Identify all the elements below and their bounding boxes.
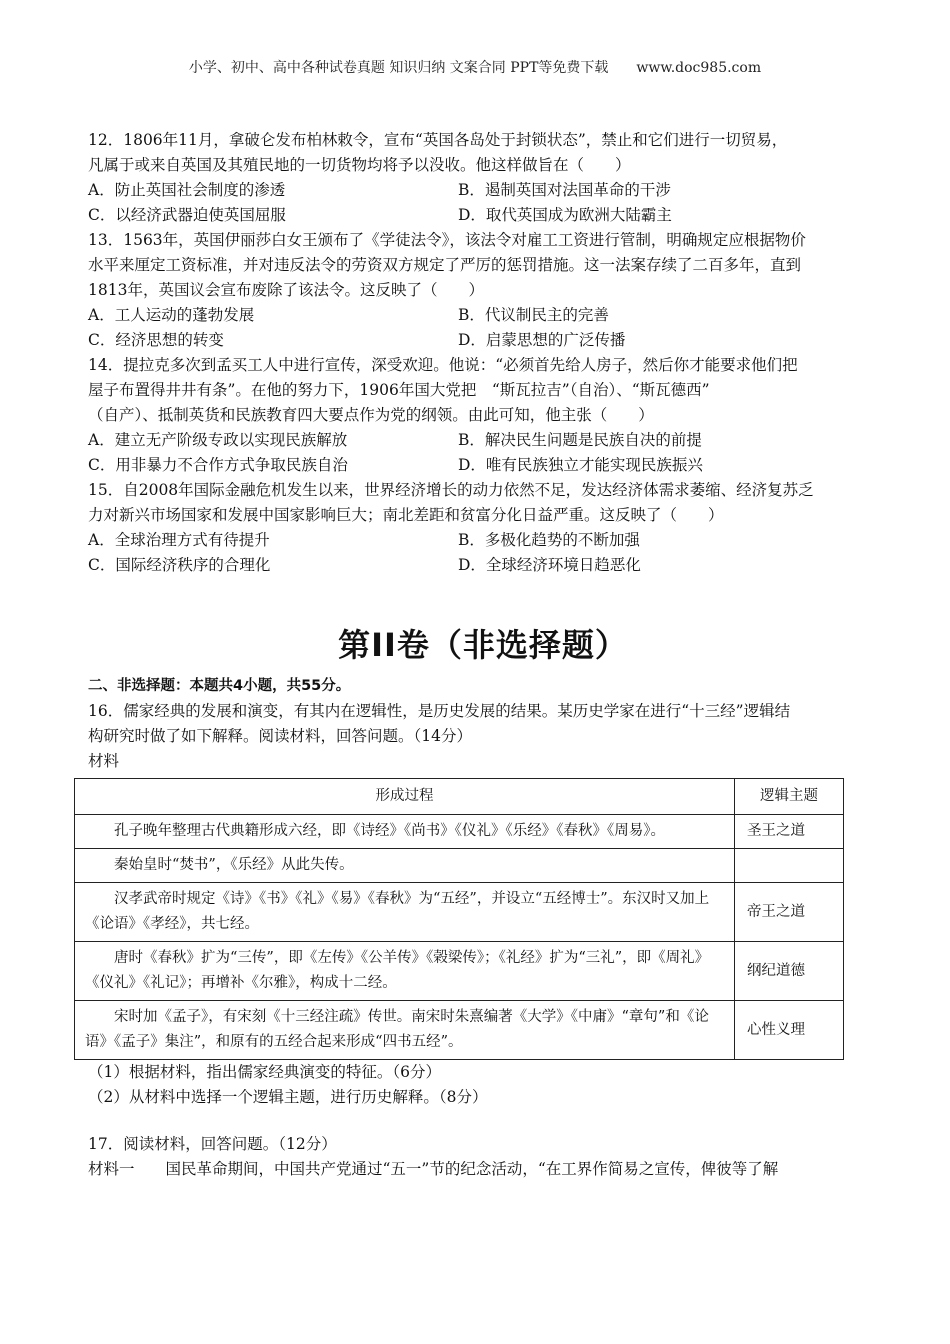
material-table	[74, 778, 844, 1060]
option-d: D．全球经济环境日趋恶化	[458, 556, 641, 574]
question-stem-line: 16．儒家经典的发展和演变，有其内在逻辑性，是历史发展的结果。某历史学家在进行“十三经”逻辑结	[88, 702, 791, 720]
option-b: B．代议制民主的完善	[458, 306, 609, 324]
sub-question-1: （1）根据材料，指出儒家经典演变的特征。（6分）	[88, 1063, 441, 1081]
question-stem-line: 17．阅读材料，回答问题。（12分）	[88, 1135, 337, 1153]
option-c: C．用非暴力不合作方式争取民族自治	[88, 456, 348, 474]
option-b: B．解决民生问题是民族自决的前提	[458, 431, 702, 449]
question-12	[88, 128, 878, 228]
question-stem-line: 屋子布置得井井有条”。在他的努力下，1906年国大党把 “斯瓦拉吉”（自治）、“斯瓦德西”	[88, 381, 710, 399]
theme-cell: 纲纪道德	[735, 942, 844, 1001]
question-16	[85, 699, 878, 1110]
question-stem-line: 12．1806年11月，拿破仑发布柏林敕令，宣布“英国各岛处于封锁状态”，禁止和它们进行一切贸易，	[88, 131, 788, 149]
question-stem-line: 凡属于或来自英国及其殖民地的一切货物均将予以没收。他这样做旨在（ ）	[88, 156, 631, 174]
table-row	[75, 1001, 844, 1060]
process-cell: 秦始皇时“焚书”，《乐经》从此失传。	[75, 849, 735, 883]
header-theme: 逻辑主题	[735, 779, 844, 815]
option-b: B．多极化趋势的不断加强	[458, 531, 640, 549]
option-d: D．取代英国成为欧洲大陆霸主	[458, 206, 672, 224]
section-heading: 二、非选择题：本题共4小题，共55分。	[88, 678, 351, 694]
page-header: 小学、初中、高中各种试卷真题 知识归纳 文案合同 PPT等免费下载 www.doc985.com	[188, 60, 762, 76]
table-row	[75, 883, 844, 942]
question-stem-line: 力对新兴市场国家和发展中国家影响巨大；南北差距和贫富分化日益严重。这反映了（ ）	[88, 506, 724, 524]
exam-content	[85, 128, 878, 1182]
question-15	[88, 478, 878, 578]
question-stem-line: 1813年，英国议会宣布废除了该法令。这反映了（ ）	[88, 281, 484, 299]
option-b: B．遏制英国对法国革命的干涉	[458, 181, 671, 199]
question-stem-line: 14．提拉克多次到孟买工人中进行宣传，深受欢迎。他说：“必须首先给人房子，然后你才能要求他们把	[88, 356, 798, 374]
option-c: C．经济思想的转变	[88, 331, 224, 349]
theme-cell: 心性义理	[735, 1001, 844, 1060]
table-row	[75, 942, 844, 1001]
question-stem-line: 13．1563年，英国伊丽莎白女王颁布了《学徒法令》，该法令对雇工工资进行管制，明确规定应根据物价	[88, 231, 806, 249]
question-stem-line: （自产）、抵制英货和民族教育四大要点作为党的纲领。由此可知，他主张（ ）	[88, 406, 654, 424]
table-row	[75, 815, 844, 849]
theme-cell	[735, 849, 844, 883]
table-row	[75, 849, 844, 883]
question-stem-line: 构研究时做了如下解释。阅读材料，回答问题。（14分）	[88, 727, 472, 745]
header-process: 形成过程	[75, 779, 735, 815]
material-line: 材料一 国民革命期间，中国共产党通过“五一”节的纪念活动，“在工界作简易之宣传，俾彼等了解	[88, 1160, 779, 1178]
process-cell: 孔子晚年整理古代典籍形成六经，即《诗经》《尚书》《仪礼》《乐经》《春秋》《周易》。	[75, 815, 735, 849]
option-c: C．以经济武器迫使英国屈服	[88, 206, 286, 224]
question-stem-line: 15．自2008年国际金融危机发生以来，世界经济增长的动力依然不足，发达经济体需求萎缩、经济复苏乏	[88, 481, 814, 499]
process-cell: 唐时《春秋》扩为“三传”，即《左传》《公羊传》《榖梁传》；《礼经》扩为“三礼”，即《周礼》《仪礼》《礼记》；再增补《尔雅》，构成十二经。	[75, 942, 735, 1001]
question-17	[88, 1132, 878, 1182]
theme-cell: 帝王之道	[735, 883, 844, 942]
option-d: D．唯有民族独立才能实现民族振兴	[458, 456, 703, 474]
option-a: A．防止英国社会制度的渗透	[88, 181, 286, 199]
question-13	[88, 228, 878, 353]
option-a: A．建立无产阶级专政以实现民族解放	[88, 431, 348, 449]
option-d: D．启蒙思想的广泛传播	[458, 331, 626, 349]
table-header-row	[75, 779, 844, 815]
process-cell: 汉孝武帝时规定《诗》《书》《礼》《易》《春秋》为“五经”，并设立“五经博士”。东汉时又加上《论语》《孝经》，共七经。	[75, 883, 735, 942]
option-c: C．国际经济秩序的合理化	[88, 556, 271, 574]
option-a: A．工人运动的蓬勃发展	[88, 306, 255, 324]
process-cell: 宋时加《孟子》，有宋刻《十三经注疏》传世。南宋时朱熹编著《大学》《中庸》“章句”和《论语》《孟子》集注”，和原有的五经合起来形成“四书五经”。	[75, 1001, 735, 1060]
theme-cell: 圣王之道	[735, 815, 844, 849]
sub-question-2: （2）从材料中选择一个逻辑主题，进行历史解释。（8分）	[88, 1088, 488, 1106]
question-14	[88, 353, 878, 478]
question-stem-line: 水平来厘定工资标准，并对违反法令的劳资双方规定了严厉的惩罚措施。这一法案存续了二百多年，直到	[88, 256, 802, 274]
material-label: 材料	[88, 752, 120, 770]
section-title: 第II卷（非选择题）	[338, 626, 628, 664]
option-a: A．全球治理方式有待提升	[88, 531, 270, 549]
